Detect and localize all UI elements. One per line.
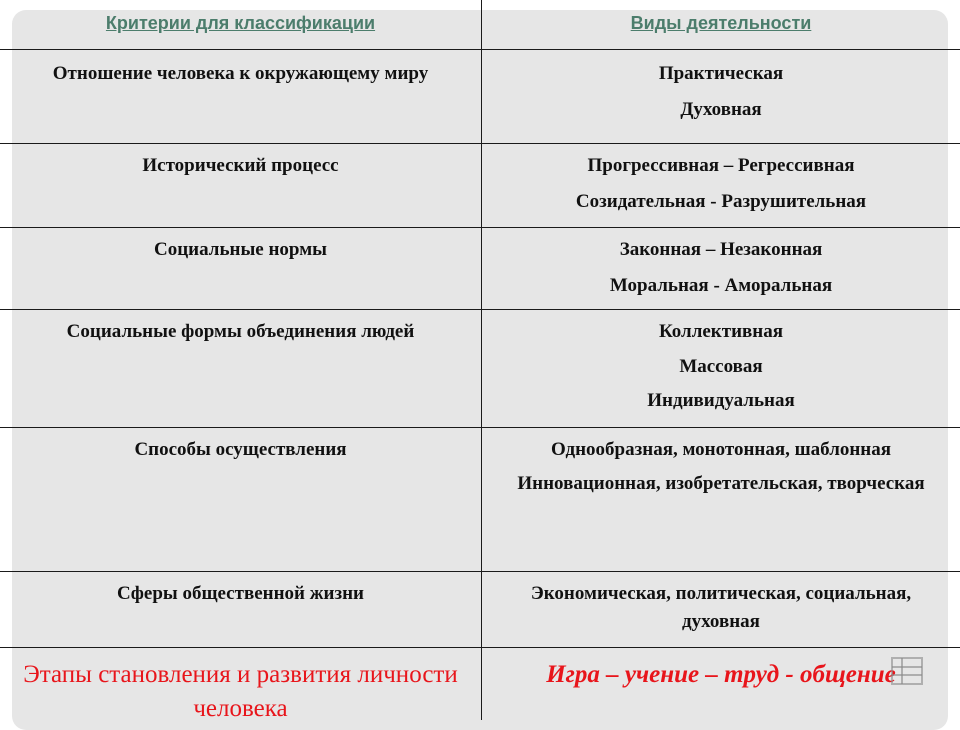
criterion-text: Социальные нормы — [154, 239, 327, 260]
criterion-text: Социальные формы объединения людей — [66, 321, 415, 342]
criterion-text: Исторический процесс — [142, 155, 339, 176]
header-criteria-link[interactable]: Критерии для классификации — [105, 13, 376, 33]
criterion-cell — [0, 50, 482, 144]
header-types-cell — [482, 0, 960, 50]
type-text: Индивидуальная — [647, 390, 795, 412]
type-text: Однообразная, монотонная, шаблонная — [550, 439, 892, 460]
criterion-cell — [0, 228, 482, 310]
criterion-cell — [0, 310, 482, 428]
types-cell — [482, 310, 960, 428]
criterion-text: Отношение человека к окружающему миру — [52, 63, 429, 84]
type-text: Инновационная, изобретательская, творческая — [517, 472, 925, 494]
type-text: Игра – учение – труд - общение — [546, 661, 896, 688]
header-types-link[interactable]: Виды деятельности — [630, 13, 812, 33]
criterion-cell — [0, 428, 482, 572]
type-text: Практическая — [658, 63, 784, 84]
type-text: Созидательная - Разрушительная — [575, 190, 867, 212]
criterion-text: Сферы общественной жизни — [117, 583, 364, 604]
criterion-text: Способы осуществления — [134, 439, 347, 460]
type-text: Прогрессивная – Регрессивная — [587, 155, 855, 176]
criterion-cell — [0, 572, 482, 648]
type-text: Духовная — [680, 98, 762, 120]
type-text: Моральная - Аморальная — [609, 274, 833, 296]
types-cell — [482, 50, 960, 144]
type-text: Массовая — [679, 355, 763, 377]
type-text: Экономическая, политическая, социальная, духовная — [530, 583, 912, 632]
criterion-text: Этапы становления и развития личности человека — [23, 661, 458, 722]
types-cell — [482, 228, 960, 310]
types-cell — [482, 144, 960, 228]
table-grid-icon[interactable] — [888, 654, 928, 690]
type-text: Законная – Незаконная — [619, 239, 823, 260]
criterion-cell-highlight — [0, 648, 482, 720]
type-text: Коллективная — [658, 321, 784, 342]
types-cell — [482, 572, 960, 648]
header-criteria-cell — [0, 0, 482, 50]
types-cell — [482, 428, 960, 572]
criterion-cell — [0, 144, 482, 228]
